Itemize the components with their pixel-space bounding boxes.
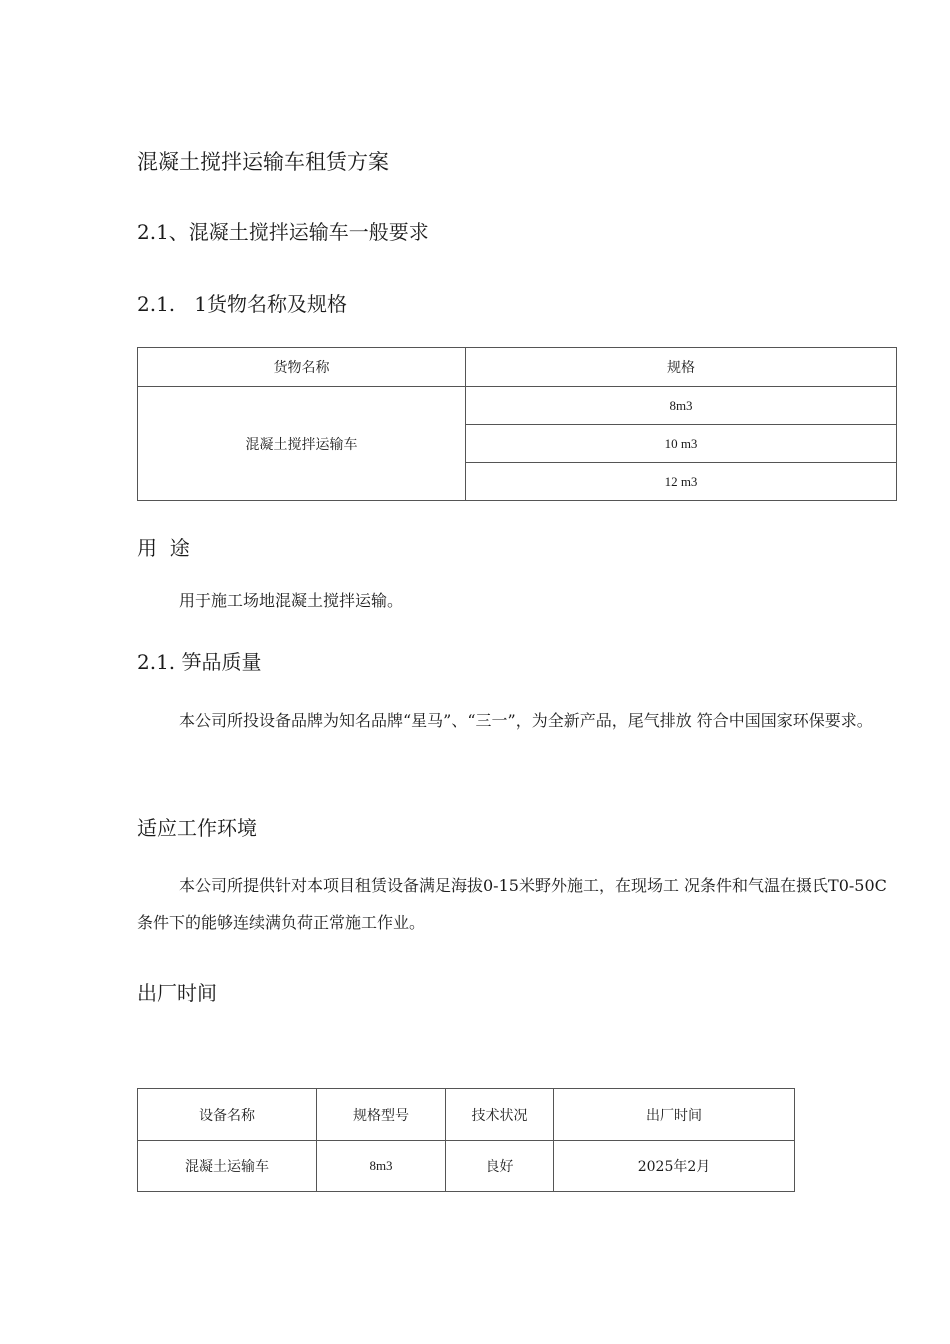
environment-heading: 适应工作环境 — [137, 816, 257, 840]
equipment-factory-date-cell: 2025年2月 — [554, 1141, 795, 1192]
equipment-table-header-row — [138, 1089, 795, 1141]
factory-time-heading: 出厂时间 — [137, 981, 217, 1005]
equipment-table-header-model: 规格型号 — [317, 1089, 446, 1141]
section-heading-goods-spec: 2.1. 1货物名称及规格 — [137, 292, 347, 316]
table-row — [138, 387, 897, 425]
document-title: 混凝土搅拌运输车租赁方案 — [137, 150, 389, 174]
equipment-table-header-condition: 技术状况 — [446, 1089, 554, 1141]
equipment-table-header-name: 设备名称 — [138, 1089, 317, 1141]
spec-table-spec-value: 8m3 — [466, 387, 897, 425]
usage-text: 用于施工场地混凝土搅拌运输。 — [179, 591, 404, 610]
quality-heading: 2.1. 笋品质量 — [137, 650, 262, 674]
table-row — [138, 1141, 795, 1192]
equipment-table — [137, 1088, 795, 1192]
spec-table-header-name: 货物名称 — [138, 348, 466, 387]
spec-table-product-name: 混凝土搅拌运输车 — [138, 387, 466, 501]
usage-heading: 用 途 — [137, 536, 190, 560]
spec-table — [137, 347, 897, 501]
equipment-name-cell: 混凝土运输车 — [138, 1141, 317, 1192]
spec-table-header-row — [138, 348, 897, 387]
section-heading-general-requirements: 2.1、混凝土搅拌运输车一般要求 — [137, 220, 429, 244]
spec-table-spec-value: 12 m3 — [466, 463, 897, 501]
spec-table-spec-value: 10 m3 — [466, 425, 897, 463]
quality-text: 本公司所投设备品牌为知名品牌“星马”、“三一”，为全新产品，尾气排放 符合中国国家环保要求。 — [179, 711, 873, 730]
environment-text: 本公司所提供针对本项目租赁设备满足海拔0-15米野外施工，在现场工 况条件和气温在摄氏T0-50C条件下的能够连续满负荷正常施工作业。 — [137, 876, 887, 932]
spec-table-header-spec: 规格 — [466, 348, 897, 387]
equipment-model-cell: 8m3 — [317, 1141, 446, 1192]
equipment-table-header-factory-date: 出厂时间 — [554, 1089, 795, 1141]
equipment-condition-cell: 良好 — [446, 1141, 554, 1192]
